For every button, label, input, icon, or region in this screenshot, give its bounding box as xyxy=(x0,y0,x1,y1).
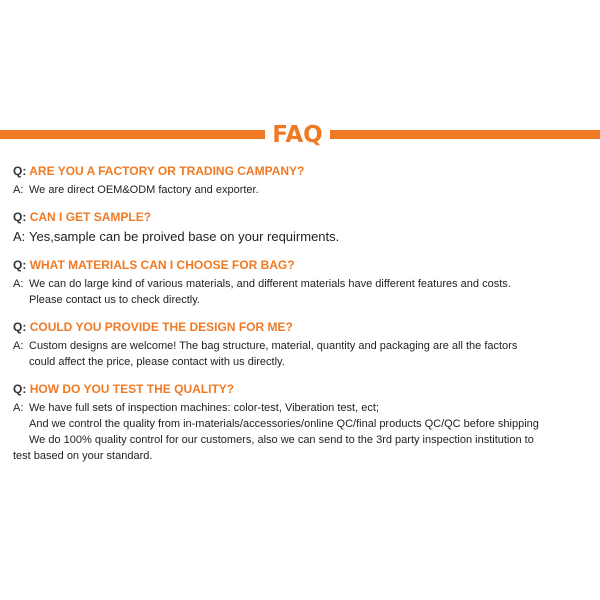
faq-answer xyxy=(13,338,598,370)
question-prefix: Q: xyxy=(13,320,27,334)
answer-line: Custom designs are welcome! The bag structure, material, quantity and packaging are all the factors xyxy=(29,340,518,352)
faq-question xyxy=(13,380,598,398)
answer-line: We can do large kind of various materials, and different materials have different features and costs. xyxy=(29,278,511,290)
answer-prefix: A: xyxy=(13,340,24,352)
faq-item xyxy=(13,256,598,308)
answer-line: test based on your standard. xyxy=(13,450,153,462)
question-text: WHAT MATERIALS CAN I CHOOSE FOR BAG? xyxy=(29,258,295,272)
answer-prefix: A: xyxy=(13,184,24,196)
question-prefix: Q: xyxy=(13,382,27,396)
faq-question xyxy=(13,162,598,180)
faq-answer xyxy=(13,400,598,464)
faq-question xyxy=(13,208,598,226)
answer-prefix: A: xyxy=(13,278,24,290)
faq-item xyxy=(13,380,598,464)
faq-list xyxy=(13,162,598,474)
faq-question xyxy=(13,318,598,336)
faq-answer xyxy=(13,276,598,308)
header-bar-left xyxy=(0,130,265,139)
answer-prefix: A: xyxy=(13,402,24,414)
page-title: FAQ xyxy=(272,122,323,148)
question-prefix: Q: xyxy=(13,164,27,178)
faq-item xyxy=(13,318,598,370)
faq-answer xyxy=(13,228,598,246)
question-prefix: Q: xyxy=(13,210,27,224)
faq-item xyxy=(13,162,598,198)
answer-line: And we control the quality from in-materials/accessories/online QC/final products QC/QC before shipping xyxy=(29,418,539,430)
faq-answer xyxy=(13,182,598,198)
answer-line: We have full sets of inspection machines: color-test, Viberation test, ect; xyxy=(29,402,379,414)
answer-line: We are direct OEM&ODM factory and exporter. xyxy=(29,184,259,196)
question-prefix: Q: xyxy=(13,258,27,272)
answer-line: could affect the price, please contact with us directly. xyxy=(29,356,285,368)
question-text: ARE YOU A FACTORY OR TRADING CAMPANY? xyxy=(29,164,305,178)
question-text: CAN I GET SAMPLE? xyxy=(29,210,152,224)
answer-line: Please contact us to check directly. xyxy=(29,294,200,306)
question-text: COULD YOU PROVIDE THE DESIGN FOR ME? xyxy=(29,320,293,334)
faq-question xyxy=(13,256,598,274)
faq-item xyxy=(13,208,598,246)
answer-prefix: A: xyxy=(13,229,26,244)
answer-line: We do 100% quality control for our customers, also we can send to the 3rd party inspection institution to xyxy=(29,434,534,446)
header-bar-right xyxy=(330,130,600,139)
faq-header xyxy=(0,120,600,150)
answer-line: Yes,sample can be proived base on your requirments. xyxy=(29,229,340,244)
question-text: HOW DO YOU TEST THE QUALITY? xyxy=(29,382,235,396)
